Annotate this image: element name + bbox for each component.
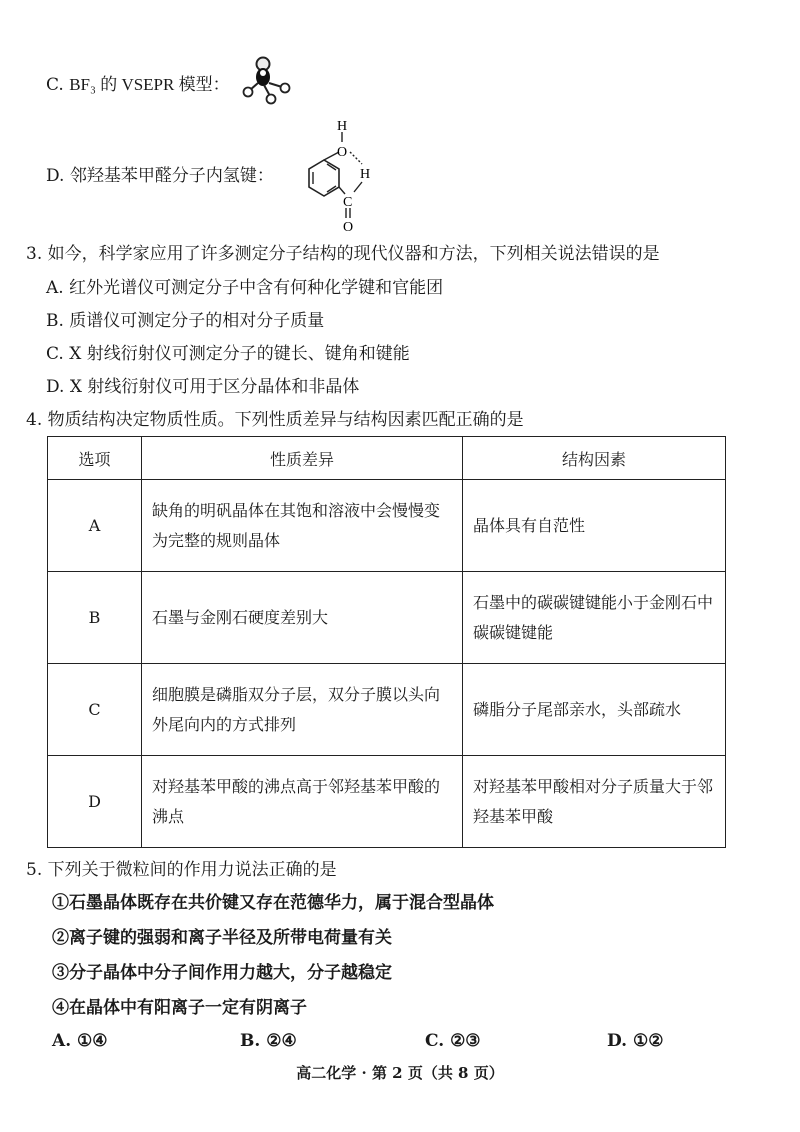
atom-o-bottom: O <box>343 220 354 232</box>
q4-row-cause: 对羟基苯甲酸相对分子质量大于邻羟基苯甲酸 <box>463 756 726 848</box>
q5-choice-a: A. ①④ <box>52 1031 108 1051</box>
table-row <box>48 664 726 756</box>
q4-row-cause: 石墨中的碳碳键键能小于金刚石中碳碳键键能 <box>463 572 726 664</box>
q5-statement-3: ③分子晶体中分子间作用力越大，分子越稳定 <box>52 963 392 983</box>
q3-stem: 3. 如今，科学家应用了许多测定分子结构的现代仪器和方法，下列相关说法错误的是 <box>26 244 660 264</box>
atom-o-top: O <box>337 145 348 160</box>
q4-row-difference: 石墨与金刚石硬度差别大 <box>142 572 463 664</box>
q4-row-option: A <box>48 480 142 572</box>
q2-option-d-text: 邻羟基苯甲醛分子内氢键： <box>69 166 274 186</box>
q5-statement-1: ①石墨晶体既存在共价键又存在范德华力，属于混合型晶体 <box>52 893 494 913</box>
atom-h-top: H <box>337 119 348 134</box>
q5-choice-c: C. ②③ <box>425 1031 481 1051</box>
q4-row-difference: 细胞膜是磷脂双分子层，双分子膜以头向外尾向内的方式排列 <box>142 664 463 756</box>
q4-stem: 4. 物质结构决定物质性质。下列性质差异与结构因素匹配正确的是 <box>26 410 524 430</box>
q4-header-option: 选项 <box>48 437 142 480</box>
atom-h-right: H <box>360 167 371 182</box>
q5-choice-d: D. ①② <box>607 1031 664 1051</box>
q4-row-cause: 磷脂分子尾部亲水，头部疏水 <box>463 664 726 756</box>
q4-header-cause: 结构因素 <box>463 437 726 480</box>
q2-option-c-text: BF₃ 的 VSEPR 模型： <box>69 75 230 94</box>
q3-option-b: B. 质谱仪可测定分子的相对分子质量 <box>46 311 325 331</box>
atom-c: C <box>343 195 353 210</box>
q5-statement-2: ②离子键的强弱和离子半径及所带电荷量有关 <box>52 928 392 948</box>
q5-choice-b: B. ②④ <box>240 1031 297 1051</box>
q5-statement-4: ④在晶体中有阳离子一定有阴离子 <box>52 998 307 1018</box>
q4-row-option: C <box>48 664 142 756</box>
q3-option-c: C. X 射线衍射仪可测定分子的键长、键角和键能 <box>46 344 410 364</box>
table-row <box>48 572 726 664</box>
q4-row-difference: 对羟基苯甲酸的沸点高于邻羟基苯甲酸的沸点 <box>142 756 463 848</box>
q2-option-d <box>46 164 274 188</box>
q5-stem: 5. 下列关于微粒间的作用力说法正确的是 <box>26 860 337 880</box>
q2-option-c-label: C. <box>46 75 64 95</box>
q4-header-difference: 性质差异 <box>142 437 463 480</box>
table-row <box>48 756 726 848</box>
q4-row-option: D <box>48 756 142 848</box>
q2-option-c <box>46 73 230 97</box>
q4-table-header <box>48 437 726 480</box>
vsepr-model-icon <box>240 52 300 108</box>
q4-row-difference: 缺角的明矾晶体在其饱和溶液中会慢慢变为完整的规则晶体 <box>142 480 463 572</box>
q3-option-d: D. X 射线衍射仪可用于区分晶体和非晶体 <box>46 377 360 397</box>
page-footer: 高二化学 · 第 2 页（共 8 页） <box>296 1064 504 1082</box>
q3-option-a: A. 红外光谱仪可测定分子中含有何种化学键和官能团 <box>46 278 444 298</box>
salicylaldehyde-structure-icon <box>288 116 388 232</box>
q4-table <box>47 436 726 848</box>
table-row <box>48 480 726 572</box>
q4-row-option: B <box>48 572 142 664</box>
q2-option-d-label: D. <box>46 166 65 186</box>
q4-row-cause: 晶体具有自范性 <box>463 480 726 572</box>
